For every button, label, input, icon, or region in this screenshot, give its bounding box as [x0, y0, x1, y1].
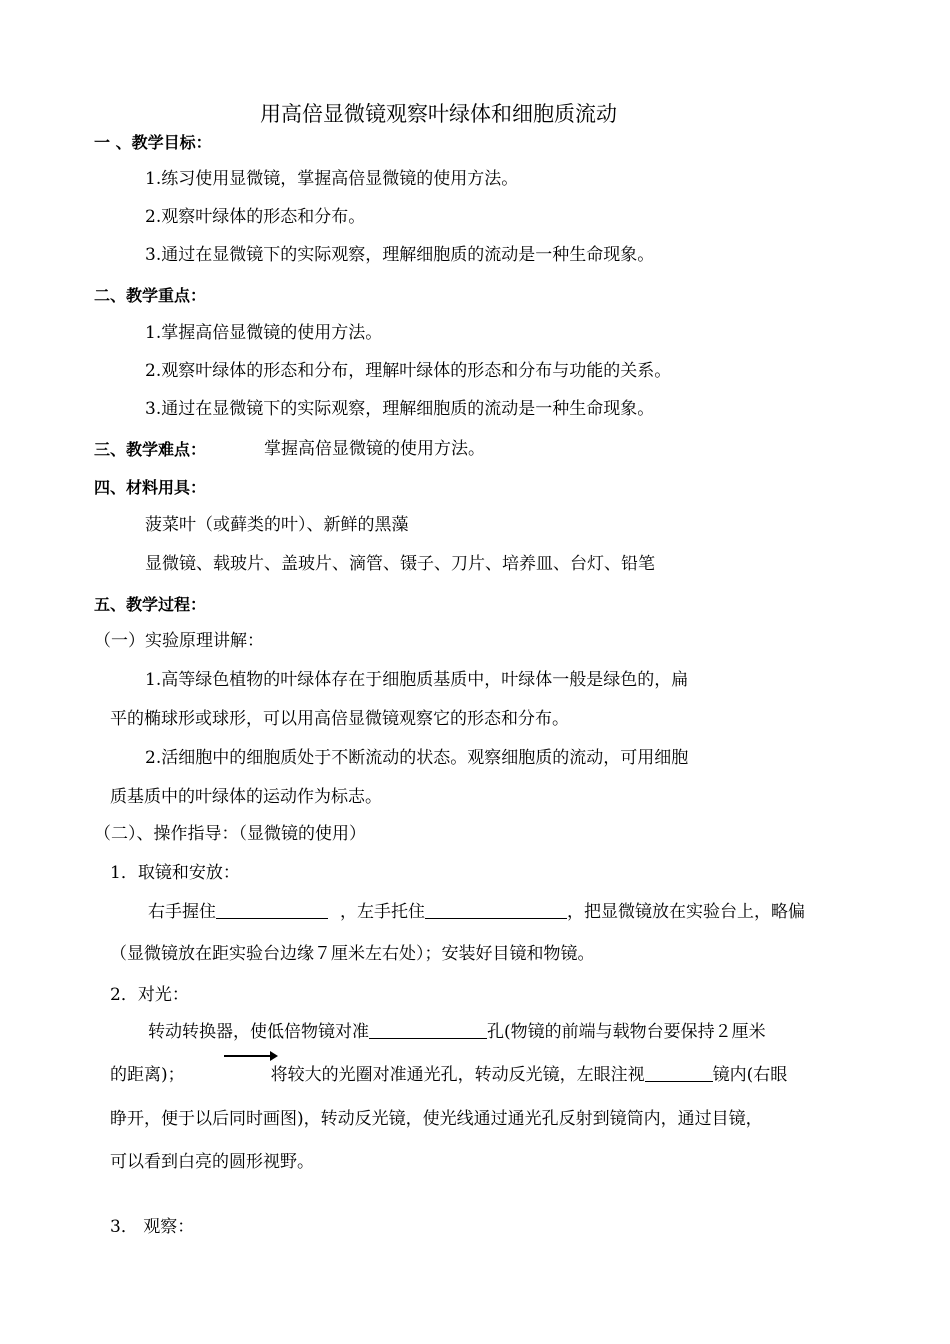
- section-heading-materials: 四、材料用具：: [94, 478, 207, 497]
- materials-item: 菠菜叶（或藓类的叶）、新鲜的黑藻: [145, 515, 409, 535]
- step2-text-line3: 睁开，便于以后同时画图)，转动反光镜，使光线通过通光孔反射到镜筒内，通过目镜，: [110, 1109, 763, 1129]
- principle-paragraph-line: 1.高等绿色植物的叶绿体存在于细胞质基质中，叶绿体一般是绿色的，扁: [145, 670, 689, 690]
- step2-text-b: 孔(物镜的前端与载物台要保持２厘米: [487, 1022, 766, 1042]
- step2-text-e: 镜内(右眼: [712, 1065, 788, 1085]
- step1-text-c: ，把显微镜放在实验台上，略偏: [567, 902, 805, 922]
- section-heading-key-points: 二、教学重点：: [94, 286, 207, 305]
- document-title: 用高倍显微镜观察叶绿体和细胞质流动: [260, 102, 617, 126]
- step2-text-d: 将较大的光圈对准通光孔，转动反光镜，左眼注视: [270, 1065, 645, 1085]
- fill-in-blank: [425, 902, 567, 919]
- step2-text-line1: [148, 1021, 766, 1043]
- fill-in-blank: [645, 1065, 713, 1082]
- step1-text-a: 右手握住: [148, 902, 216, 922]
- difficulty-text: 掌握高倍显微镜的使用方法。: [264, 439, 485, 459]
- step2-text-c: 的距离)；: [110, 1065, 185, 1085]
- step2-text-line2: [110, 1064, 787, 1086]
- step2-text-line4: 可以看到白亮的圆形视野。: [110, 1152, 314, 1172]
- step-label-light-alignment: 2．对光：: [110, 985, 189, 1005]
- fill-in-blank: [216, 902, 328, 919]
- step1-text-line: [148, 901, 805, 923]
- key-point-item: 1.掌握高倍显微镜的使用方法。: [145, 323, 383, 343]
- step-label-take-microscope: 1．取镜和安放：: [110, 863, 240, 883]
- step1-text-line2: （显微镜放在距实验台边缘７厘米左右处）；安装好目镜和物镜。: [110, 944, 595, 964]
- section-heading-difficulties: 三、教学难点：: [94, 440, 207, 459]
- section-heading-process: 五、教学过程：: [94, 595, 207, 614]
- materials-item: 显微镜、载玻片、盖玻片、滴管、镊子、刀片、培养皿、台灯、铅笔: [145, 554, 655, 574]
- step-label-observation: 3． 观察：: [110, 1217, 195, 1237]
- key-point-item: 2.观察叶绿体的形态和分布，理解叶绿体的形态和分布与功能的关系。: [145, 361, 672, 381]
- subsection-title-operation: （二）、操作指导：（显微镜的使用）: [94, 824, 366, 844]
- principle-paragraph-line: 平的椭球形或球形，可以用高倍显微镜观察它的形态和分布。: [110, 709, 569, 729]
- section-heading-objectives: 一 、教学目标：: [94, 133, 212, 152]
- principle-paragraph-line: 2.活细胞中的细胞质处于不断流动的状态。观察细胞质的流动，可用细胞: [145, 748, 689, 768]
- arrow-icon: [224, 1055, 276, 1057]
- objective-item: 2.观察叶绿体的形态和分布。: [145, 207, 366, 227]
- step2-text-a: 转动转换器，使低倍物镜对准: [148, 1022, 369, 1042]
- subsection-title-principle: （一）实验原理讲解：: [94, 631, 264, 651]
- step1-text-b: ，左手托住: [340, 902, 425, 922]
- principle-paragraph-line: 质基质中的叶绿体的运动作为标志。: [110, 787, 382, 807]
- objective-item: 1.练习使用显微镜，掌握高倍显微镜的使用方法。: [145, 169, 519, 189]
- key-point-item: 3.通过在显微镜下的实际观察，理解细胞质的流动是一种生命现象。: [145, 399, 655, 419]
- fill-in-blank: [369, 1022, 487, 1039]
- objective-item: 3.通过在显微镜下的实际观察，理解细胞质的流动是一种生命现象。: [145, 245, 655, 265]
